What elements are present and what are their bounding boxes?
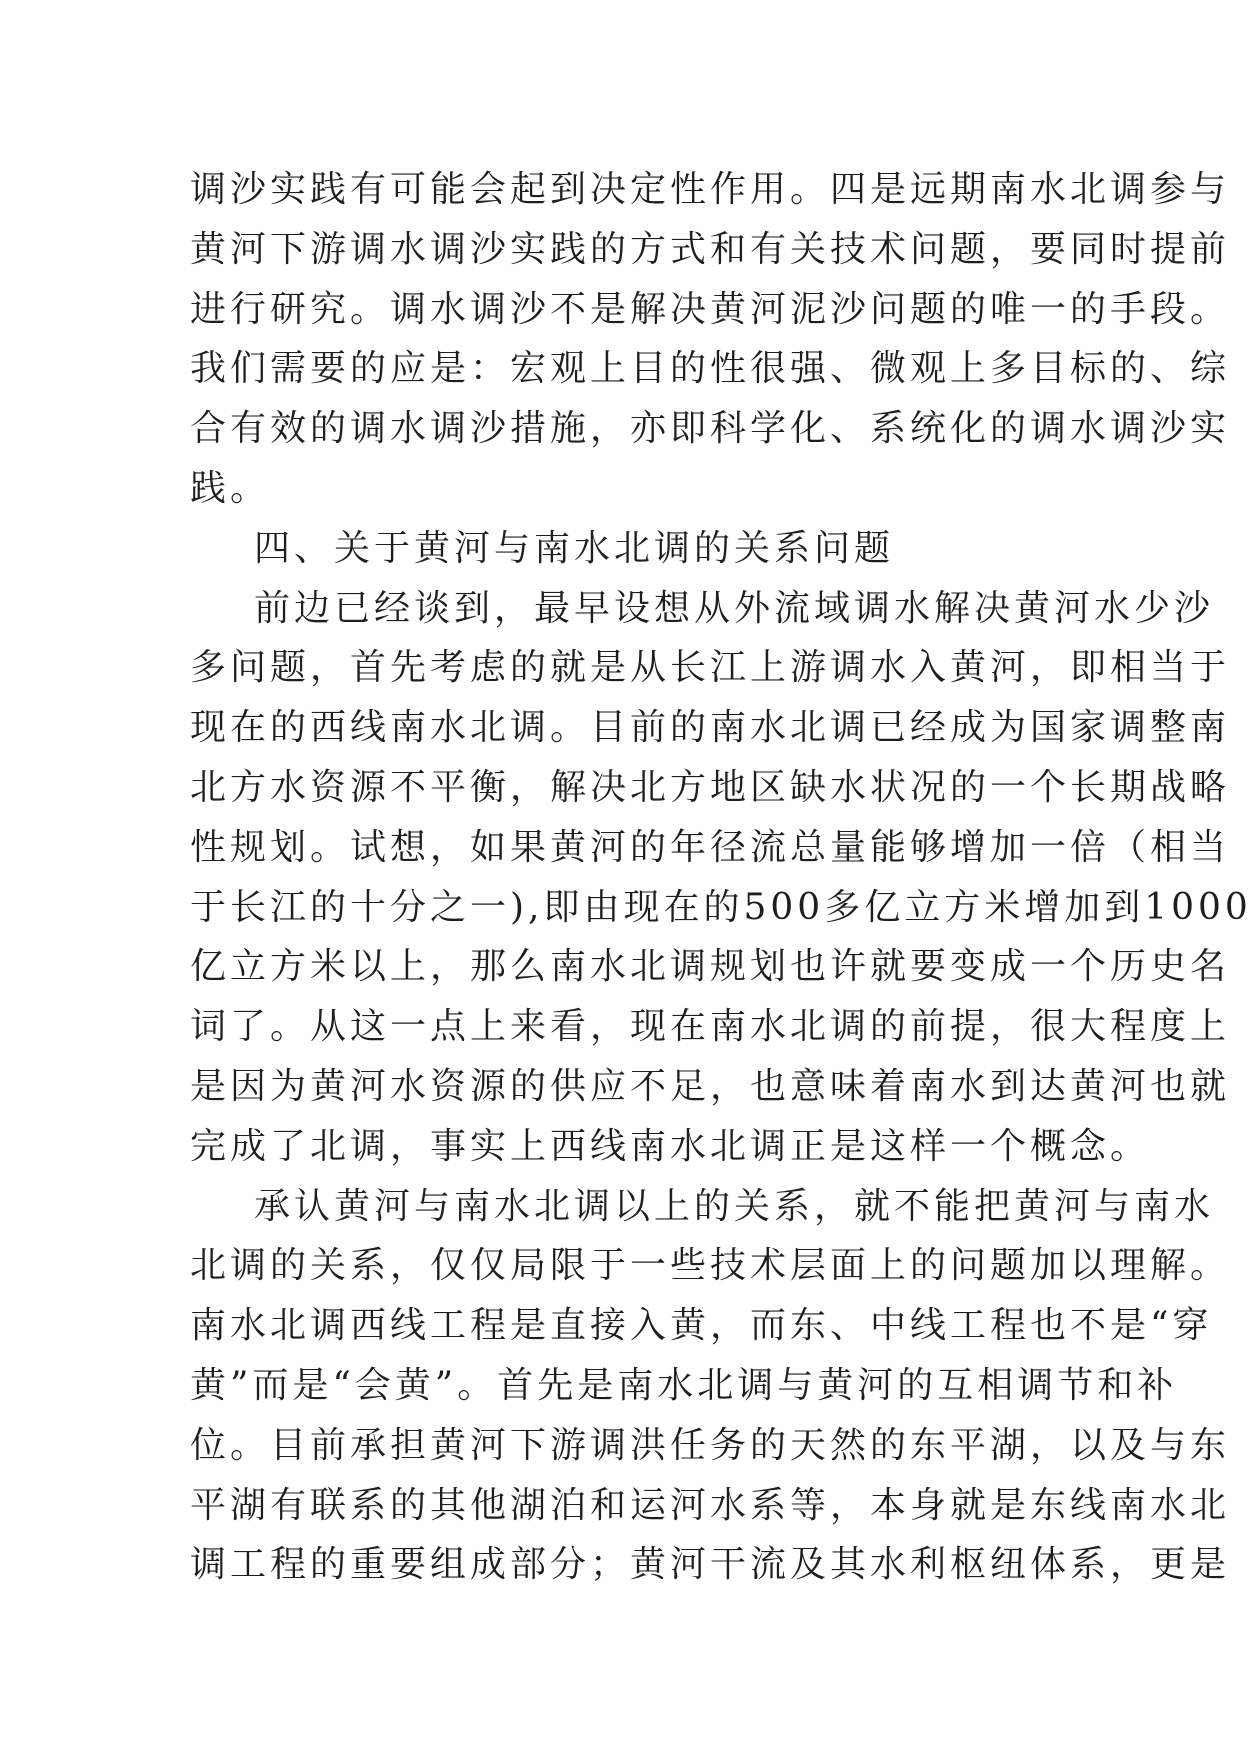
text-line: 黄河下游调水调沙实践的方式和有关技术问题，要同时提前: [190, 228, 1231, 270]
text-line: 合有效的调水调沙措施，亦即科学化、系统化的调水调沙实: [190, 408, 1231, 450]
section-heading: 四、关于黄河与南水北调的关系问题: [254, 527, 895, 569]
text-line: 调沙实践有可能会起到决定性作用。四是远期南水北调参与: [190, 169, 1231, 210]
text-line: 践。: [190, 467, 271, 509]
text-line: 北调的关系，仅仅局限于一些技术层面上的问题加以理解。: [190, 1245, 1231, 1287]
text-line: 前边已经谈到，最早设想从外流域调水解决黄河水少沙: [254, 587, 1215, 629]
text-line: 于长江的十分之一),即由现在的500多亿立方米增加到1000: [190, 886, 1252, 928]
text-line: 平湖有联系的其他湖泊和运河水系等，本身就是东线南水北: [190, 1484, 1231, 1526]
text-line: 承认黄河与南水北调以上的关系，就不能把黄河与南水: [254, 1185, 1215, 1227]
text-line: 性规划。试想，如果黄河的年径流总量能够增加一倍（相当: [190, 826, 1231, 868]
text-line: 词了。从这一点上来看，现在南水北调的前提，很大程度上: [190, 1006, 1231, 1048]
text-line: 亿立方米以上，那么南水北调规划也许就要变成一个历史名: [190, 946, 1231, 988]
text-line: 调工程的重要组成部分；黄河干流及其水利枢纽体系，更是: [190, 1544, 1231, 1586]
text-line: 多问题，首先考虑的就是从长江上游调水入黄河，即相当于: [190, 647, 1231, 689]
body-text: [190, 160, 1252, 1595]
text-line: 位。目前承担黄河下游调洪任务的天然的东平湖，以及与东: [190, 1424, 1231, 1466]
text-line: 是因为黄河水资源的供应不足，也意味着南水到达黄河也就: [190, 1065, 1231, 1107]
text-line: 北方水资源不平衡，解决北方地区缺水状况的一个长期战略: [190, 766, 1231, 808]
text-line: 我们需要的应是：宏观上目的性很强、微观上多目标的、综: [190, 348, 1231, 390]
text-line: 黄”而是“会黄”。首先是南水北调与黄河的互相调节和补: [190, 1364, 1178, 1406]
text-line: 进行研究。调水调沙不是解决黄河泥沙问题的唯一的手段。: [190, 288, 1231, 330]
text-line: 完成了北调，事实上西线南水北调正是这样一个概念。: [190, 1125, 1151, 1167]
text-line: 南水北调西线工程是直接入黄，而东、中线工程也不是“穿: [190, 1305, 1213, 1347]
text-line: 现在的西线南水北调。目前的南水北调已经成为国家调整南: [190, 707, 1231, 749]
